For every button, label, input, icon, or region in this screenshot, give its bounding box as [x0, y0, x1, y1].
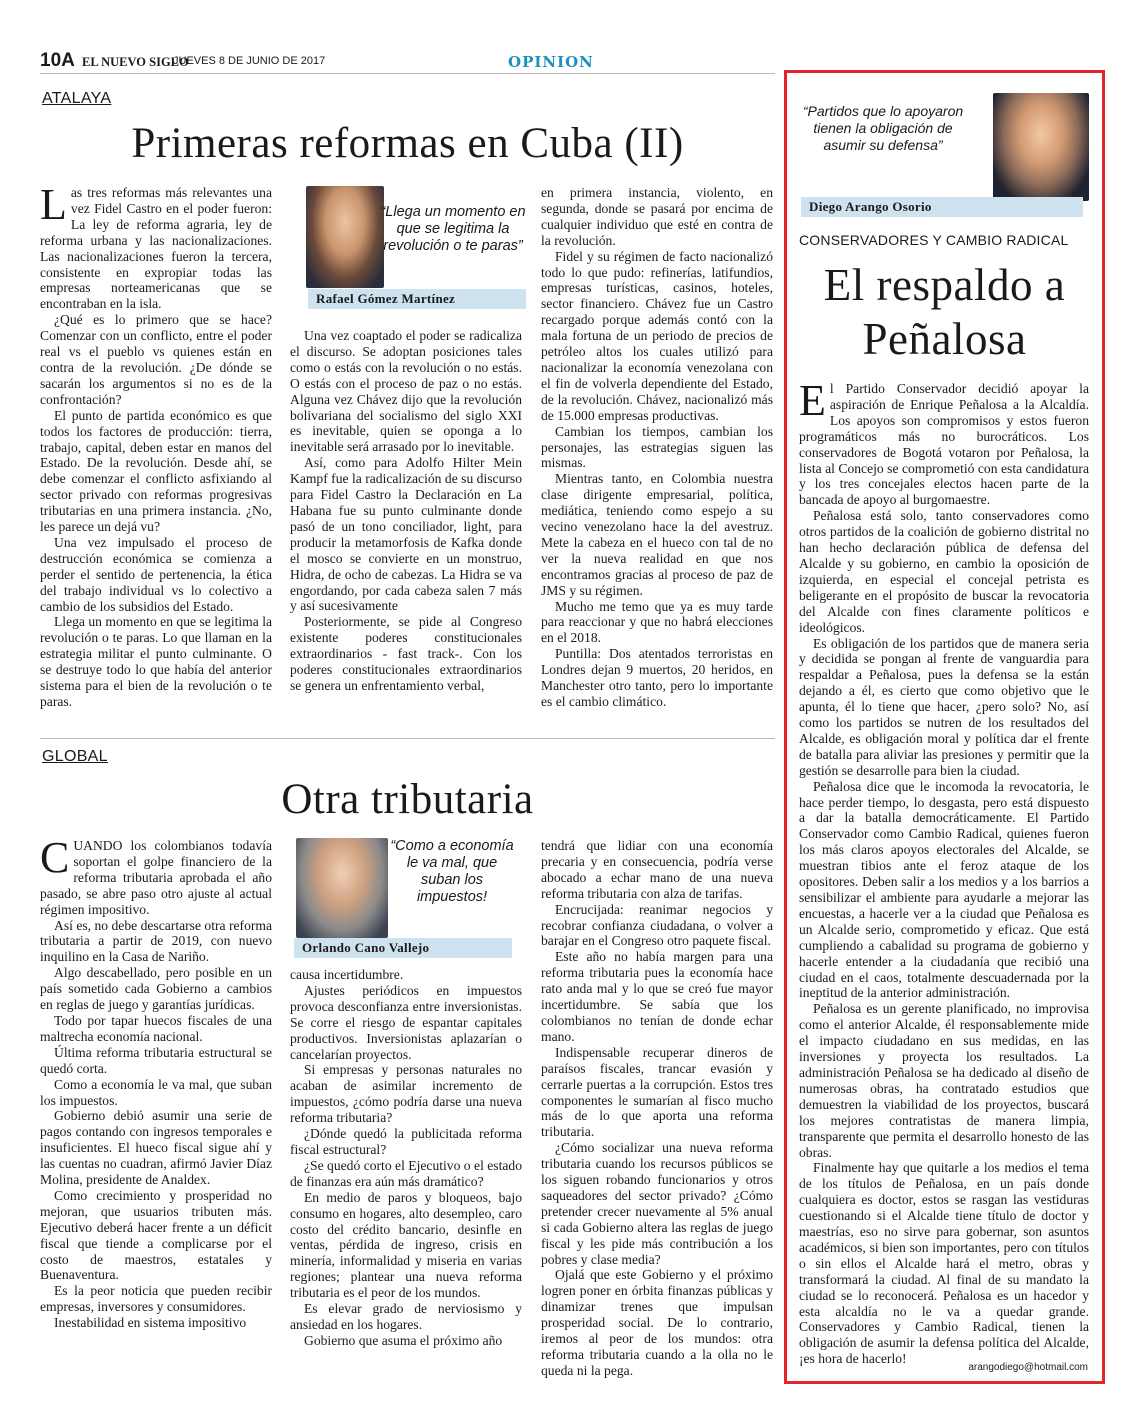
- paragraph: Finalmente hay que quitarle a los medios el tema de los títulos de Peñalosa, en un país donde cualquiera es doctor, estos se rasgan las vestiduras cuestionando si el Alcalde tiene título de doctor y maestrías, eso no sirve para gobernar, son asuntos académicos, si bien son importantes, pero con títulos o sin ellos el Alcalde hará el metro, obras y transformará la ciudad. Al final de su mandato la ciudad se lo reconocerá. Peñalosa es un hacedor y esta alcaldía no le va a quedar grande. Conservadores y Cambio Radical, tienen la obligación de asumir la defensa política del Alcalde, ¡es hora de hacerlo!: [799, 1160, 1089, 1367]
- paragraph: Si empresas y personas naturales no acaban de asimilar incremento de impuestos, ¿cómo podría darse una nueva reforma tributaria?: [290, 1062, 522, 1126]
- pull-quote: “Llega un momento en que se legitima la revolución o te paras”: [380, 204, 526, 254]
- header-rule: [40, 73, 775, 74]
- pull-quote: “Como a economía le va mal, que suban los impuestos!: [390, 838, 514, 905]
- column-kicker: CONSERVADORES Y CAMBIO RADICAL: [799, 232, 1069, 248]
- paragraph: Cambian los tiempos, cambian los personajes, las estrategias siguen las mismas.: [541, 423, 773, 471]
- author-photo: [306, 186, 384, 288]
- paragraph: Mientras tanto, en Colombia nuestra clase dirigente empresarial, política, mediática, teniendo como espejo a su vecino venezolano hace la del avestruz. Mete la cabeza en el hueco con tal de no ver la nueva realidad en que nos encontramos gracias al proceso de paz de JMS y su régimen.: [541, 471, 773, 598]
- column-atalaya-1: [40, 180, 272, 710]
- paragraph: Las tres reformas más relevantes una vez Fidel Castro en el poder fueron: La ley de reforma agraria, ley de reforma urbana y las nacionalizaciones. Las nacionalizaciones fueron la tercera, consistente en expropiar todas las empresas norteamericanas que se encontraban en la isla.: [40, 180, 272, 312]
- paragraph: Gobierno debió asumir una serie de pagos contando con ingresos temporales e insuficientes. El hueco fiscal sigue ahí y las cuentas no cuadran, afirmó Javier Díaz Molina, presidente de Analdex.: [40, 1108, 272, 1188]
- author-name: Orlando Cano Vallejo: [294, 938, 512, 958]
- paragraph: Ajustes periódicos en impuestos provoca desconfianza entre inversionistas. Se corre el riesgo de espantar capitales productivos. Inversionistas aplazarían o cancelarían proyectos.: [290, 982, 522, 1062]
- paragraph: El punto de partida económico es que todos los factores de producción: tierra, trabajo, capital, deben estar en manos del Estado. De la revolución. Desde ahí, se debe comenzar el conflicto asfixiando al sector privado con reformas progresivas tributarias en una primera instancia. ¿No, les parece un dejá vu?: [40, 407, 272, 535]
- paragraph: CUANDO los colombianos todavía soportan el golpe financiero de la reforma tributaria aprobada el año pasado, se abre paso otro ajuste al actual régimen impositivo.: [40, 833, 272, 917]
- paragraph: ¿Dónde quedó la publicitada reforma fiscal estructural?: [290, 1126, 522, 1157]
- paragraph: Indispensable recuperar dineros de paraísos fiscales, trancar evasión y cerrarle puertas a la corrupción. Estos tres componentes le sumarían al fisco mucho más de lo que aporta una reforma tributaria.: [541, 1044, 773, 1140]
- drop-cap: C: [40, 833, 70, 882]
- paragraph: Peñalosa es un gerente planificado, no improvisa como el anterior Alcalde, él responsablemente mide el impacto ciudadano en sus medidas, en las inversiones y proyecta los resultados. La administración Peñalosa se ha dedicado al diseño de numerosas obras, ha contratado estudios que demuestren la viabilidad de los proyectos, buscará los mejores contratistas de manera limpia, transparente que permita el desarrollo honesto de las obras.: [799, 1001, 1089, 1160]
- paragraph: Todo por tapar huecos fiscales de una maltrecha economía nacional.: [40, 1012, 272, 1044]
- paragraph: ¿Se quedó corto el Ejecutivo o el estado de finanzas era aún más dramático?: [290, 1157, 522, 1189]
- paragraph: Así, como para Adolfo Hilter Mein Kampf fue la radicalización de su discurso para Fidel Castro la Declaración en La Habana fue su punto culminante donde pasó de un tono conciliador, light, para producir la metamorfosis de Kafka donde el mosco se convierte en un monstruo, Hidra, de ocho de cabezas. La Hidra se va engordando, por cada cabeza salen 7 más y así sucesivamente: [290, 455, 522, 614]
- headline-sidebar: [787, 258, 1102, 366]
- author-photo: [296, 838, 388, 938]
- paragraph: Peñalosa dice que le incomoda la revocatoria, le hace perder tiempo, lo desgasta, pero está dispuesto a dar la batalla democráticamente. El Partido Conservador como Cambio Radical, quienes fueron los más claros apoyos electorales del Alcalde, se muestran tibios ante el feroz ataque de los opositores. Deben salir a los medios y a los barrios a sensibilizar el ambiente para ayudarle a mejorar las encuestas, a hacerle ver a la ciudad que Peñalosa es un Alcalde serio, comprometido y eficaz. Que está cumpliendo a cabalidad su programa de gobierno y hacerle entender a la ciudadanía que recibió una ciudad en el caos, totalmente descuadernada por la ineptitud de la anterior administración.: [799, 778, 1089, 1001]
- paragraph: En medio de paros y bloqueos, bajo consumo en hogares, alto desempleo, caro costo del crédito bancario, desinfle en ventas, pérdida de ingreso, crisis en minería, informalidad y miseria en varias regiones; plantear una nueva reforma tributaria es el peor de los mundos.: [290, 1189, 522, 1301]
- column-global-1: [40, 833, 272, 1331]
- paragraph: Gobierno que asuma el próximo año: [304, 1332, 503, 1348]
- author-box-global: [290, 832, 526, 960]
- column-global-3: [541, 838, 773, 1379]
- paragraph: Llega un momento en que se legitima la revolución o te paras. Lo que llaman en la estrategia militar el punto culminante. O se destruye todo lo que había del anterior sistema para el bien de la revolución o te paras.: [40, 614, 272, 709]
- author-photo: [993, 93, 1089, 201]
- paragraph: causa incertidumbre.: [290, 967, 404, 982]
- paper-name: EL NUEVO SIGLO: [82, 55, 189, 69]
- section-label-atalaya: ATALAYA: [42, 90, 112, 107]
- column-atalaya-3: [541, 185, 773, 710]
- paragraph: Algo descabellado, pero posible en un país sometido cada Gobierno a cambios en reglas de juego y garantías jurídicas.: [40, 965, 272, 1013]
- pull-quote: “Partidos que lo apoyaron tienen la obligación de asumir su defensa”: [802, 103, 964, 153]
- paragraph: Ojalá que este Gobierno y el próximo logren poner en órbita finanzas públicas y dinamizar trenes que impulsan prosperidad social. De lo contrario, iremos al peor de los mundos: otra reforma tributaria cuando a la olla no le queda ni la pega.: [541, 1267, 773, 1378]
- author-name: Diego Arango Osorio: [801, 197, 1083, 217]
- paragraph: Es la peor noticia que pueden recibir empresas, inversores y consumidores.: [40, 1283, 272, 1315]
- paragraph: Una vez impulsado el proceso de destrucción económica se comienza a perder el sentido de pertenencia, la ética del trabajo individual vs lo colectivo a cambio de los subsidios del Estado.: [40, 534, 272, 614]
- paragraph: Es obligación de los partidos que de manera seria y decidida se pongan al frente de vanguardia para respaldar a Peñalosa, pues la defensa se la están dejando a él, es cierto que como objetivo que le apunta, él lo tiene que hacer, ¿pero solo? No, así como los partidos se nutren de los resultados del Alcalde, es obligación moral y política dar el frente de batalla para aliviar las presiones y permitir que la gestión se desarrolle para bien la ciudad.: [799, 635, 1089, 778]
- paragraph: El Partido Conservador decidió apoyar la aspiración de Enrique Peñalosa a la Alcaldía. Los apoyos son compromisos y estos fueron programáticos más no burocráticos. Los conservadores de Bogotá votaron por Peñalosa, la lista al Concejo se comprometió con esta candidatura y los tres concejales electos hacen parte de la bancada de apoyo al burgomaestre.: [799, 376, 1089, 508]
- paragraph: tendrá que lidiar con una economía precaria y en consecuencia, podría verse abocado a echar mano de una nueva reforma tributaria con alza de tarifas.: [541, 838, 773, 901]
- paragraph: ¿Cómo socializar una nueva reforma tributaria cuando los recursos públicos se los siguen robando funcionarios y otros saqueadores del sector privado? ¿Cómo pretender crecer nuevamente al 5% anual si cada Gobierno altera las reglas de juego fiscal y les pide más contribución a los pobres y clase media?: [541, 1140, 773, 1267]
- author-name: Rafael Gómez Martínez: [308, 289, 526, 309]
- paragraph: Inestabilidad en sistema impositivo: [54, 1315, 247, 1331]
- paragraph: Peñalosa está solo, tanto conservadores como otros partidos de la coalición de gobierno distrital no han hecho declaración pública de defensa del Alcalde y su gobierno, en cambio la oposición de izquierda, en especial el concejal petrista es beligerante en el propósito de buscar la revocatoria del Alcalde con fines claramente políticos e ideológicos.: [799, 508, 1089, 635]
- author-email[interactable]: arangodiego@hotmail.com: [968, 1362, 1088, 1373]
- column-atalaya-2: [290, 328, 522, 694]
- column-sidebar: [799, 376, 1089, 1367]
- paragraph: Última reforma tributaria estructural se quedó corta.: [40, 1044, 272, 1076]
- headline-line: El respaldo a: [823, 260, 1066, 310]
- drop-cap: E: [799, 376, 826, 425]
- page-number: 10A: [40, 50, 75, 71]
- paragraph: ¿Qué es lo primero que se hace? Comenzar con un conflicto, entre el poder real vs el pueblo vs quienes están en contra de la revolución. ¿De dónde se sacarán los argumentos si no es de la confrontación?: [40, 312, 272, 407]
- section-label-global: GLOBAL: [42, 748, 108, 765]
- section-title: OPINION: [508, 53, 594, 71]
- paragraph: Encrucijada: reanimar negocios y recobrar confianza ciudadana, o volver a barajar en el Congreso otro paquete fiscal.: [541, 901, 773, 949]
- paragraph: Así es, no debe descartarse otra reforma tributaria a partir de 2019, con nuevo inquilino en la Casa de Nariño.: [40, 917, 272, 965]
- paragraph: Fidel y su régimen de facto nacionalizó todo lo que pudo: refinerías, latifundios, empresas turísticas, casinos, hoteles, sector financiero. Chávez fue un Castro recargado porque además contó con la mala fortuna de un periodo de precios de petróleo altos los cuales utilizó para nacionalizar la economía venezolana con el fin de volverla dependiente del Estado, de la revolución. Chávez, nacionalizó más de 15.000 empresas productivas.: [541, 248, 773, 423]
- headline-line: Peñalosa: [862, 314, 1027, 364]
- paragraph: Mucho me temo que ya es muy tarde para reaccionar y que no habrá elecciones en el 2018.: [541, 598, 773, 646]
- section-divider: [40, 738, 775, 739]
- headline-global: Otra tributaria: [281, 776, 534, 823]
- paragraph: Una vez coaptado el poder se radicaliza el discurso. Se adoptan posiciones tales como o estás con la revolución o no estás. O estás con el proceso de paz o no estás. Alguna vez Chávez dijo que la revolución bolivariana del socialismo del siglo XXI es inevitable, quien se oponga a lo inevitable será arrasado por lo inevitable.: [290, 328, 522, 455]
- paragraph: Es elevar grado de nerviosismo y ansiedad en los hogares.: [290, 1301, 522, 1332]
- paragraph: en primera instancia, violento, en segunda, donde se pasará por encima de cualquier individuo que esté en contra de la revolución.: [541, 185, 773, 248]
- author-box-atalaya: [290, 186, 526, 311]
- drop-cap: L: [40, 180, 67, 229]
- paragraph: Posteriormente, se pide al Congreso existente poderes constitucionales extraordinarios - fast track-. Con los poderes constitucionales extraordinarios se genera un enfrentamiento verbal,: [290, 614, 522, 693]
- paragraph: Como crecimiento y prosperidad no mejoran, que usuarios tributen más. Ejecutivo deberá hacer frente a un déficit fiscal que tiende a complicarse por el costo de maestros, estatales y Buenaventura.: [40, 1187, 272, 1283]
- headline-atalaya: Primeras reformas en Cuba (II): [131, 120, 684, 167]
- paragraph: Este año no había margen para una reforma tributaria pues la economía hace rato anda mal y lo que se creó fue mayor incertidumbre. Se sabía que los colombianos no tenían de donde echar mano.: [541, 949, 773, 1044]
- issue-date: JUEVES 8 DE JUNIO DE 2017: [173, 55, 326, 67]
- paragraph: Como a economía le va mal, que suban los impuestos.: [40, 1076, 272, 1108]
- paragraph: Puntilla: Dos atentados terroristas en Londres dejan 9 muertos, 20 heridos, en Manchester otro tanto, pero lo importante es el cambio climático.: [541, 646, 773, 709]
- column-global-2: [290, 967, 522, 1349]
- highlighted-column-box: [784, 70, 1105, 1384]
